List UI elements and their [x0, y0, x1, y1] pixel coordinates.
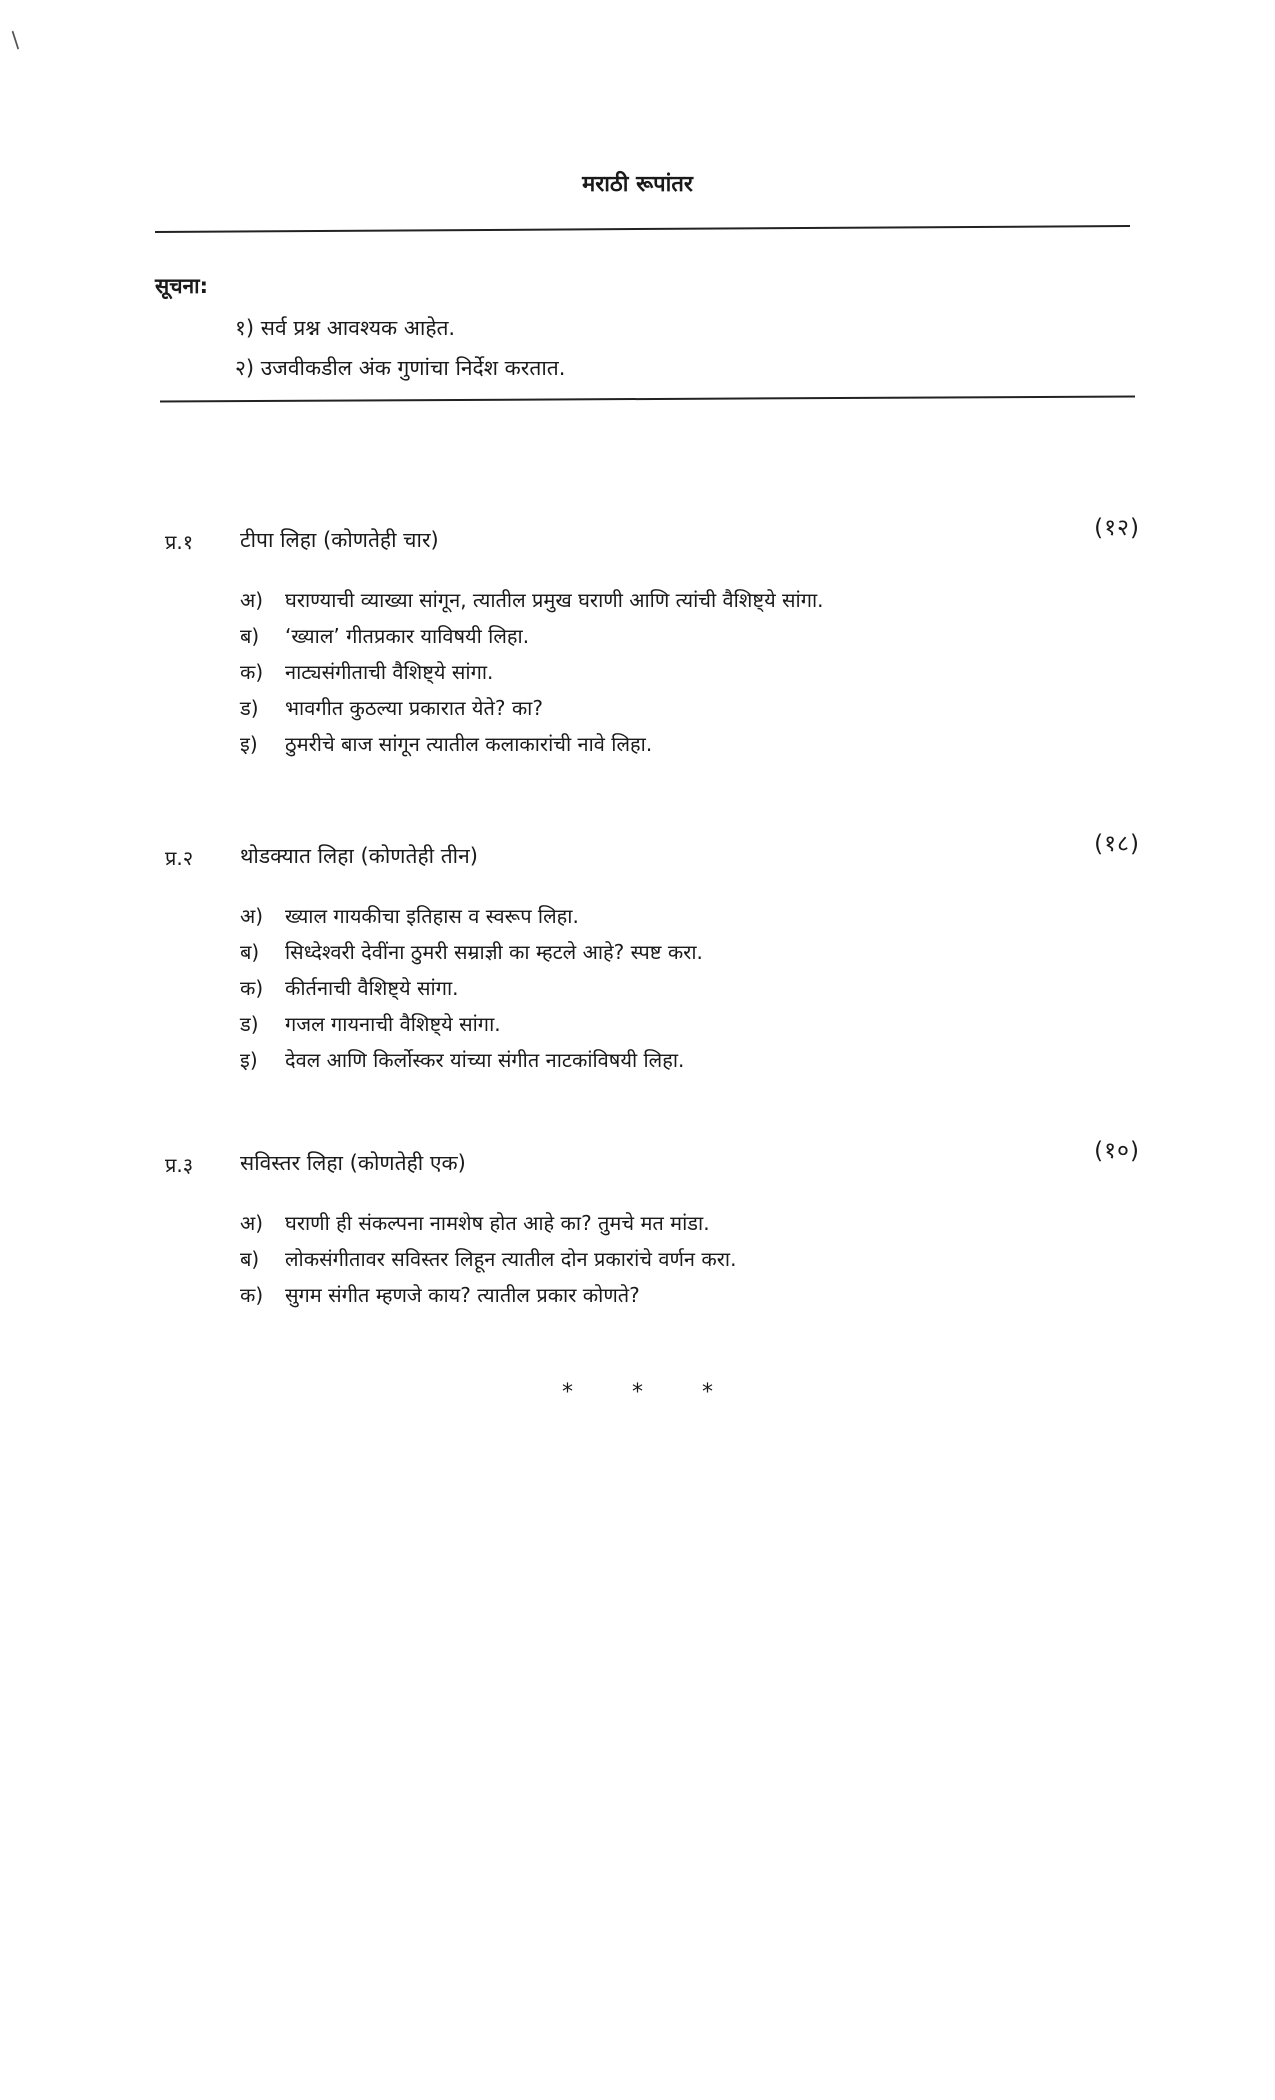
- question-item: [240, 1241, 1140, 1277]
- question-marks: (१२): [1094, 515, 1140, 541]
- item-label: इ): [240, 1048, 258, 1072]
- question-item: [240, 654, 1140, 690]
- item-label: क): [240, 976, 264, 1000]
- question-number: प्र.३: [165, 1153, 194, 1177]
- question-title: टीपा लिहा (कोणतेही चार): [240, 528, 439, 552]
- question-number: प्र.२: [165, 846, 194, 870]
- question-item: [240, 1205, 1140, 1241]
- question-item: [240, 898, 1140, 934]
- item-label: ड): [240, 696, 259, 720]
- item-text: कीर्तनाची वैशिष्ट्ये सांगा.: [285, 976, 459, 1000]
- scan-mark: /: [5, 28, 26, 53]
- question-items: [240, 582, 1140, 762]
- item-text: लोकसंगीतावर सविस्तर लिहून त्यातील दोन प्रकारांचे वर्णन करा.: [285, 1247, 737, 1271]
- question-item: [240, 726, 1140, 762]
- bottom-rule: [160, 395, 1135, 402]
- item-text: भावगीत कुठल्या प्रकारात येते? का?: [285, 696, 543, 720]
- question-marks: (१८): [1094, 831, 1140, 857]
- item-text: घराणी ही संकल्पना नामशेष होत आहे का? तुमचे मत मांडा.: [285, 1211, 710, 1235]
- item-label: ब): [240, 624, 260, 648]
- item-label: ड): [240, 1012, 259, 1036]
- item-label: ब): [240, 940, 260, 964]
- page-title: मराठी रूपांतर: [582, 172, 693, 197]
- item-text: ख्याल गायकीचा इतिहास व स्वरूप लिहा.: [285, 904, 579, 928]
- item-label: अ): [240, 904, 264, 928]
- instruction-item: २) उजवीकडील अंक गुणांचा निर्देश करतात.: [235, 356, 566, 380]
- question-item: [240, 618, 1140, 654]
- item-label: क): [240, 660, 264, 684]
- item-label: इ): [240, 732, 258, 756]
- end-marks: [0, 1380, 1275, 1405]
- item-label: क): [240, 1283, 264, 1307]
- item-text: ‘ख्याल’ गीतप्रकार याविषयी लिहा.: [285, 624, 530, 648]
- question-header: [165, 831, 1140, 880]
- question-item: [240, 1006, 1140, 1042]
- question-item: [240, 970, 1140, 1006]
- item-text: गजल गायनाची वैशिष्ट्ये सांगा.: [285, 1012, 501, 1036]
- question-title: सविस्तर लिहा (कोणतेही एक): [240, 1151, 466, 1175]
- question-header: [165, 1138, 1140, 1187]
- item-label: ब): [240, 1247, 260, 1271]
- star-mark: *: [632, 1380, 643, 1405]
- top-rule: [155, 225, 1130, 233]
- question-marks: (१०): [1094, 1138, 1140, 1164]
- question-item: [240, 934, 1140, 970]
- instructions: [155, 272, 1135, 388]
- item-text: ठुमरीचे बाज सांगून त्यातील कलाकारांची नावे लिहा.: [285, 732, 653, 756]
- question-item: [240, 1042, 1140, 1078]
- instruction-item: १) सर्व प्रश्न आवश्यक आहेत.: [235, 316, 456, 340]
- question-item: [240, 582, 1140, 618]
- question-header: [165, 515, 1140, 564]
- question-items: [240, 898, 1140, 1078]
- question-3: [165, 1138, 1140, 1313]
- question-title: थोडक्यात लिहा (कोणतेही तीन): [240, 844, 478, 868]
- star-mark: *: [702, 1380, 713, 1405]
- question-items: [240, 1205, 1140, 1313]
- item-text: घराण्याची व्याख्या सांगून, त्यातील प्रमुख घराणी आणि त्यांची वैशिष्ट्ये सांगा.: [285, 588, 824, 612]
- item-text: सुगम संगीत म्हणजे काय? त्यातील प्रकार कोणते?: [285, 1283, 640, 1307]
- item-label: अ): [240, 588, 264, 612]
- item-label: अ): [240, 1211, 264, 1235]
- item-text: नाट्यसंगीताची वैशिष्ट्ये सांगा.: [285, 660, 494, 684]
- instructions-label: सूचना:: [155, 274, 209, 298]
- star-mark: *: [562, 1380, 573, 1405]
- question-2: [165, 831, 1140, 1078]
- item-text: देवल आणि किर्लोस्कर यांच्या संगीत नाटकांविषयी लिहा.: [285, 1048, 685, 1072]
- question-number: प्र.१: [165, 530, 194, 554]
- question-1: [165, 515, 1140, 762]
- question-item: [240, 690, 1140, 726]
- item-text: सिध्देश्वरी देवींना ठुमरी सम्राज्ञी का म्हटले आहे? स्पष्ट करा.: [285, 940, 703, 964]
- question-item: [240, 1277, 1140, 1313]
